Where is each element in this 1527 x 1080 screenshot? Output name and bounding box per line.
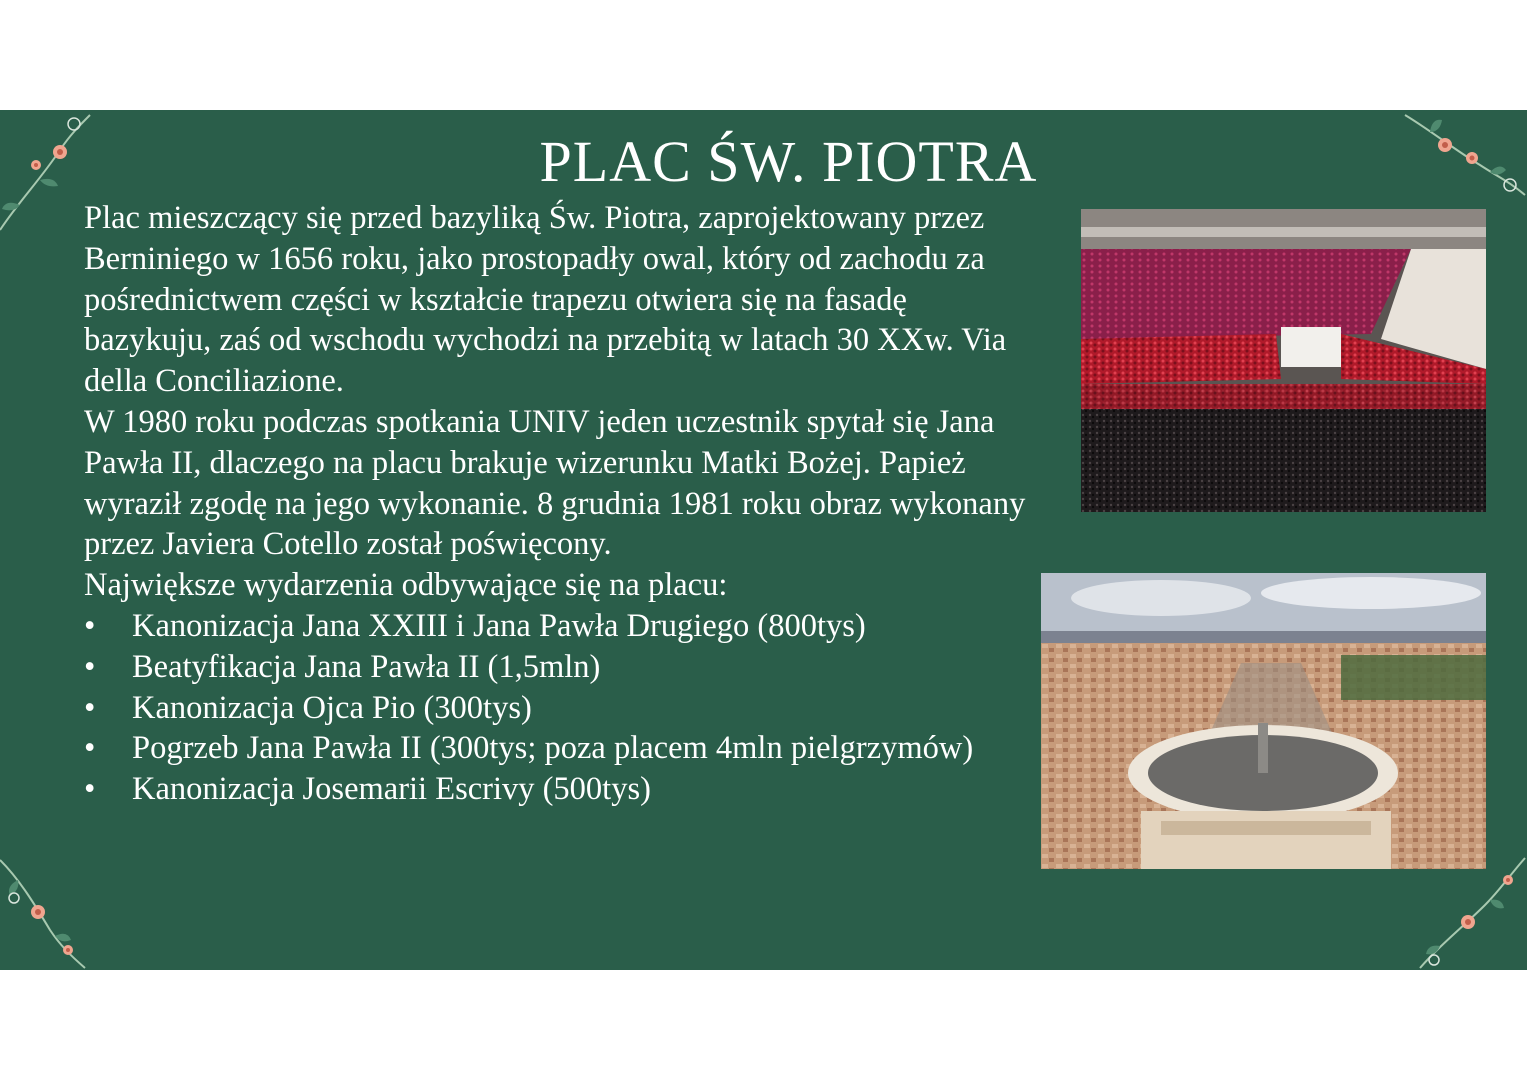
aerial-square-photo (1041, 573, 1486, 869)
event-text: Kanonizacja Jana XXIII i Jana Pawła Drugiego (800tys) (132, 607, 866, 644)
bullet: • (84, 607, 96, 644)
event-text: Pogrzeb Jana Pawła II (300tys; poza placem 4mln pielgrzymów) (132, 730, 974, 767)
ceremony-crowd-photo (1081, 209, 1486, 512)
bullet: • (84, 689, 96, 726)
list-item (84, 606, 1034, 647)
bullet: • (84, 648, 96, 685)
paragraph-events-heading: Największe wydarzenia odbywające się na placu: (84, 567, 728, 604)
paragraph-history: Plac mieszczący się przed bazyliką Św. Piotra, zaprojektowany przez Berniniego w 1656 roku, jako prostopadły owal, który od zachodu za pośrednictwem części w kształcie trapezu otwiera się na fasadę bazykuju, zaś od wschodu wychodzi na przebitą w latach 30 XXw. Via della Conciliazione. (84, 200, 1007, 400)
event-text: Kanonizacja Josemarii Escrivy (500tys) (132, 771, 651, 808)
body-text (84, 198, 1034, 810)
bullet: • (84, 730, 96, 767)
floral-corner-bottom-left-icon (0, 850, 100, 970)
paragraph-univ: W 1980 roku podczas spotkania UNIV jeden uczestnik spytał się Jana Pawła II, dlaczego na placu brakuje wizerunku Matki Bożej. Papież wyraził zgodę na jego wykonanie. 8 grudnia 1981 roku obraz wykonany przez Javiera Cotello został poświęcony. (84, 403, 1026, 563)
list-item (84, 688, 1034, 729)
bullet: • (84, 771, 96, 808)
events-list (84, 606, 1034, 810)
list-item (84, 647, 1034, 688)
list-item (84, 728, 1034, 769)
slide-title: PLAC ŚW. PIOTRA (539, 129, 1038, 194)
list-item (84, 769, 1034, 810)
slide (0, 110, 1527, 970)
event-text: Kanonizacja Ojca Pio (300tys) (132, 689, 532, 726)
event-text: Beatyfikacja Jana Pawła II (1,5mln) (132, 648, 601, 685)
